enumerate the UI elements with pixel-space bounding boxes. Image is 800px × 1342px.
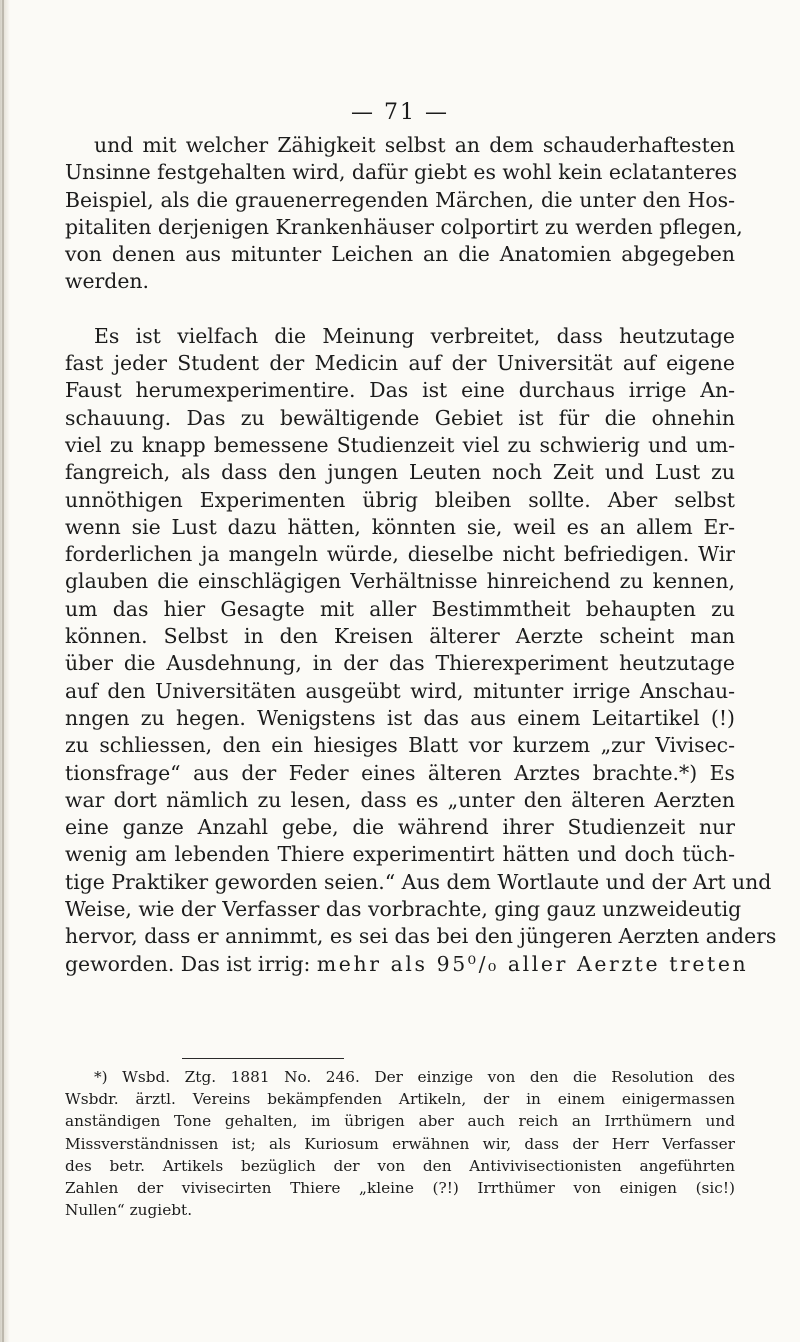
text-line: fangreich, als dass den jungen Leuten noch Zeit und Lust zu [65, 460, 735, 485]
text-line: über die Ausdehnung, in der das Thierexperiment heutzutage [65, 651, 735, 676]
text-line: können. Selbst in den Kreisen älterer Aerzte scheint man [65, 624, 735, 649]
text-line: war dort nämlich zu lesen, dass es „unter den älteren Aerzten [65, 787, 735, 812]
text-line: eine ganze Anzahl gebe, die während ihrer Studienzeit nur [65, 815, 735, 840]
body-text [65, 132, 777, 978]
text-line: unnöthigen Experimenten übrig bleiben sollte. Aber selbst [65, 487, 735, 512]
text-line: hervor, dass er annimmt, es sei das bei den jüngeren Aerzten anders [65, 924, 777, 949]
text-line: viel zu knapp bemessene Studienzeit viel zu schwierig und um- [65, 432, 735, 457]
footnote-line: *) Wsbd. Ztg. 1881 No. 246. Der einzige von den die Resolution des [94, 1068, 735, 1086]
text-line: fast jeder Student der Medicin auf der Universität auf eigene [65, 351, 735, 376]
text-line: auf den Universitäten ausgeübt wird, mitunter irrige Anschau- [65, 678, 735, 703]
text-line: forderlichen ja mangeln würde, dieselbe nicht befriedigen. Wir [65, 542, 735, 567]
page-spine-edge [2, 0, 4, 1342]
text-line: schauung. Das zu bewältigende Gebiet ist für die ohnehin [65, 405, 735, 430]
text-line: Es ist vielfach die Meinung verbreitet, dass heutzutage [94, 323, 735, 348]
text-line: tige Praktiker geworden seien.“ Aus dem Wortlaute und der Art und [65, 869, 772, 894]
text-line: und mit welcher Zähigkeit selbst an dem schauderhaftesten [94, 133, 735, 157]
footnote-line: anständigen Tone gehalten, im übrigen aber auch reich an Irrthümern und [65, 1112, 735, 1131]
text-line: nngen zu hegen. Wenigstens ist das aus einem Leitartikel (!) [65, 705, 735, 730]
text-line: zu schliessen, den ein hiesiges Blatt vor kurzem „zur Vivisec- [65, 733, 735, 758]
text-line: wenn sie Lust dazu hätten, könnten sie, weil es an allem Er- [65, 514, 735, 539]
text-line: Unsinne festgehalten wird, dafür giebt es wohl kein eclatanteres [65, 160, 738, 185]
footnote-line: Missverständnissen ist; als Kuriosum erwähnen wir, dass der Herr Verfasser [65, 1134, 735, 1153]
line-prefix: geworden. Das ist irrig: [65, 951, 317, 976]
text-line: pitaliten derjenigen Krankenhäuser colportirt zu werden pflegen, [65, 214, 743, 239]
footnote-divider [182, 1058, 344, 1059]
text-line: Beispiel, als die grauenerregenden Märchen, die unter den Hos- [65, 187, 735, 212]
spaced-emphasis: mehr als 95⁰/₀ aller Aerzte treten [316, 951, 749, 976]
text-line: von denen aus mitunter Leichen an die Anatomien abgegeben [65, 242, 735, 267]
footnote-line: Zahlen der vivisecirten Thiere „kleine (?!) Irrthümer von einigen (sic!) [65, 1179, 735, 1198]
text-line: um das hier Gesagte mit aller Bestimmtheit behaupten zu [65, 596, 735, 621]
footnote [65, 1066, 735, 1221]
text-line: Weise, wie der Verfasser das vorbrachte, ging gauz unzweideutig [65, 897, 742, 922]
paragraph-spacer [65, 296, 735, 323]
text-line: wenig am lebenden Thiere experimentirt hätten und doch tüch- [65, 842, 735, 867]
footnote-line: Wsbdr. ärztl. Vereins bekämpfenden Artikeln, der in einem einigermassen [65, 1090, 735, 1109]
page-number: — 71 — [351, 100, 449, 125]
text-line: Faust herumexperimentire. Das ist eine durchaus irrige An- [65, 378, 735, 403]
text-line: werden. [65, 269, 150, 294]
text-line: glauben die einschlägigen Verhältnisse hinreichend zu kennen, [65, 569, 735, 594]
footnote-line: des betr. Artikels bezüglich der von den Antivivisectionisten angeführten [65, 1156, 735, 1175]
footnote-line: Nullen“ zugiebt. [65, 1201, 193, 1220]
text-line-spaced-emphasis [65, 951, 749, 978]
text-line: tionsfrage“ aus der Feder eines älteren Arztes brachte.*) Es [65, 760, 735, 785]
